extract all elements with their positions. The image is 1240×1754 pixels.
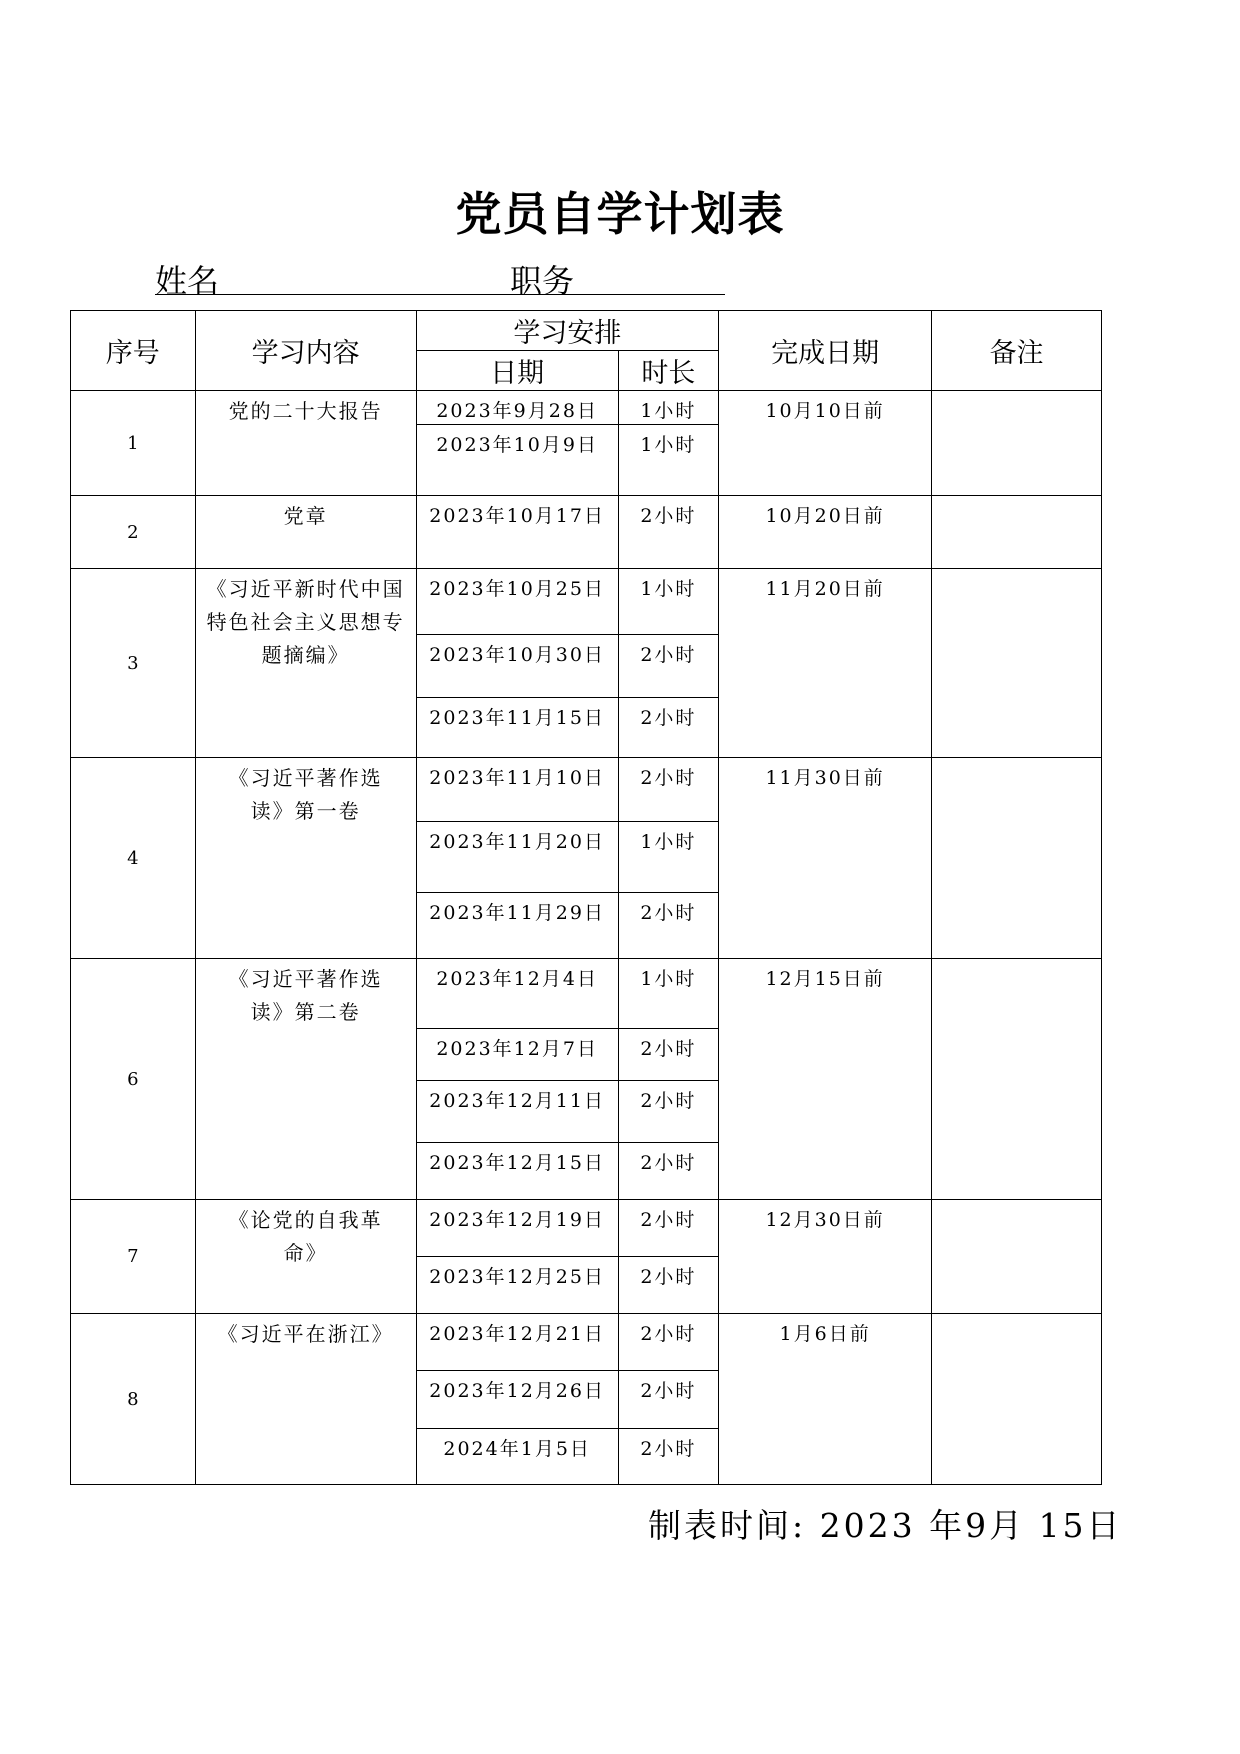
date-cell: 2023年12月25日 [416, 1257, 618, 1314]
position-label: 职务 [510, 262, 575, 300]
date-cell: 2023年12月4日 [416, 959, 618, 1029]
content-text: 党章 [283, 504, 328, 528]
date-cell: 2023年10月17日 [416, 496, 618, 569]
table-row [71, 569, 1102, 635]
duration-cell: 2小时 [618, 496, 718, 569]
seq-cell: 6 [71, 959, 196, 1200]
content-cell [195, 758, 416, 959]
content-text: 党的二十大报告 [228, 399, 383, 423]
table-body [71, 391, 1102, 1485]
deadline-cell: 10月10日前 [719, 391, 932, 496]
date-cell: 2023年10月9日 [416, 425, 618, 496]
content-cell [195, 391, 416, 496]
table-row [71, 959, 1102, 1029]
table-row [71, 1314, 1102, 1371]
deadline-cell: 10月20日前 [719, 496, 932, 569]
duration-cell: 2小时 [618, 635, 718, 698]
duration-cell: 2小时 [618, 893, 718, 959]
header-content: 学习内容 [195, 311, 416, 391]
remark-cell [932, 758, 1102, 959]
duration-cell: 2小时 [618, 1143, 718, 1200]
deadline-cell: 1月6日前 [719, 1314, 932, 1485]
seq-cell: 4 [71, 758, 196, 959]
page-title: 党员自学计划表 [455, 187, 785, 241]
content-cell [195, 959, 416, 1200]
content-text: 《论党的自我革命》 [228, 1208, 383, 1265]
date-cell: 2023年11月15日 [416, 698, 618, 758]
header-duration: 时长 [618, 351, 718, 391]
deadline-cell: 11月30日前 [719, 758, 932, 959]
header-arrangement: 学习安排 [416, 311, 718, 351]
remark-cell [932, 959, 1102, 1200]
date-cell: 2023年11月29日 [416, 893, 618, 959]
date-cell: 2023年11月20日 [416, 822, 618, 893]
duration-cell: 2小时 [618, 698, 718, 758]
date-cell: 2023年11月10日 [416, 758, 618, 822]
remark-cell [932, 1200, 1102, 1314]
date-cell: 2023年12月19日 [416, 1200, 618, 1257]
table-row [71, 496, 1102, 569]
date-cell: 2023年12月15日 [416, 1143, 618, 1200]
study-plan-table [70, 310, 1102, 1485]
header-date: 日期 [416, 351, 618, 391]
remark-cell [932, 1314, 1102, 1485]
table-row [71, 1200, 1102, 1257]
info-underline [155, 294, 725, 295]
date-cell: 2024年1月5日 [416, 1429, 618, 1485]
name-label: 姓名 [155, 262, 220, 300]
duration-cell: 2小时 [618, 1257, 718, 1314]
remark-cell [932, 569, 1102, 758]
remark-cell [932, 391, 1102, 496]
date-cell: 2023年12月11日 [416, 1081, 618, 1143]
creation-date: 制表时间: 2023 年9月 15日 [648, 1506, 1123, 1545]
content-cell [195, 496, 416, 569]
duration-cell: 2小时 [618, 1200, 718, 1257]
date-cell: 2023年12月7日 [416, 1029, 618, 1081]
header-remark: 备注 [932, 311, 1102, 391]
duration-cell: 2小时 [618, 1314, 718, 1371]
date-cell: 2023年12月26日 [416, 1371, 618, 1429]
duration-cell: 2小时 [618, 1429, 718, 1485]
date-cell: 2023年10月30日 [416, 635, 618, 698]
deadline-cell: 12月30日前 [719, 1200, 932, 1314]
table-row [71, 758, 1102, 822]
duration-cell: 1小时 [618, 569, 718, 635]
date-cell: 2023年12月21日 [416, 1314, 618, 1371]
table-row [71, 391, 1102, 425]
remark-cell [932, 496, 1102, 569]
content-text: 《习近平著作选读》第一卷 [228, 766, 383, 823]
content-cell [195, 569, 416, 758]
deadline-cell: 11月20日前 [719, 569, 932, 758]
seq-cell: 7 [71, 1200, 196, 1314]
content-text: 《习近平在浙江》 [217, 1322, 394, 1346]
deadline-cell: 12月15日前 [719, 959, 932, 1200]
duration-cell: 2小时 [618, 758, 718, 822]
seq-cell: 8 [71, 1314, 196, 1485]
content-text: 《习近平著作选读》第二卷 [228, 967, 383, 1024]
header-seq: 序号 [71, 311, 196, 391]
seq-cell: 2 [71, 496, 196, 569]
content-cell [195, 1314, 416, 1485]
duration-cell: 1小时 [618, 822, 718, 893]
duration-cell: 1小时 [618, 959, 718, 1029]
content-cell [195, 1200, 416, 1314]
duration-cell: 2小时 [618, 1081, 718, 1143]
duration-cell: 2小时 [618, 1029, 718, 1081]
duration-cell: 1小时 [618, 425, 718, 496]
seq-cell: 3 [71, 569, 196, 758]
header-completion: 完成日期 [719, 311, 932, 391]
date-cell: 2023年9月28日 [416, 391, 618, 425]
date-cell: 2023年10月25日 [416, 569, 618, 635]
seq-cell: 1 [71, 391, 196, 496]
duration-cell: 2小时 [618, 1371, 718, 1429]
duration-cell: 1小时 [618, 391, 718, 425]
content-text: 《习近平新时代中国特色社会主义思想专题摘编》 [206, 577, 405, 667]
